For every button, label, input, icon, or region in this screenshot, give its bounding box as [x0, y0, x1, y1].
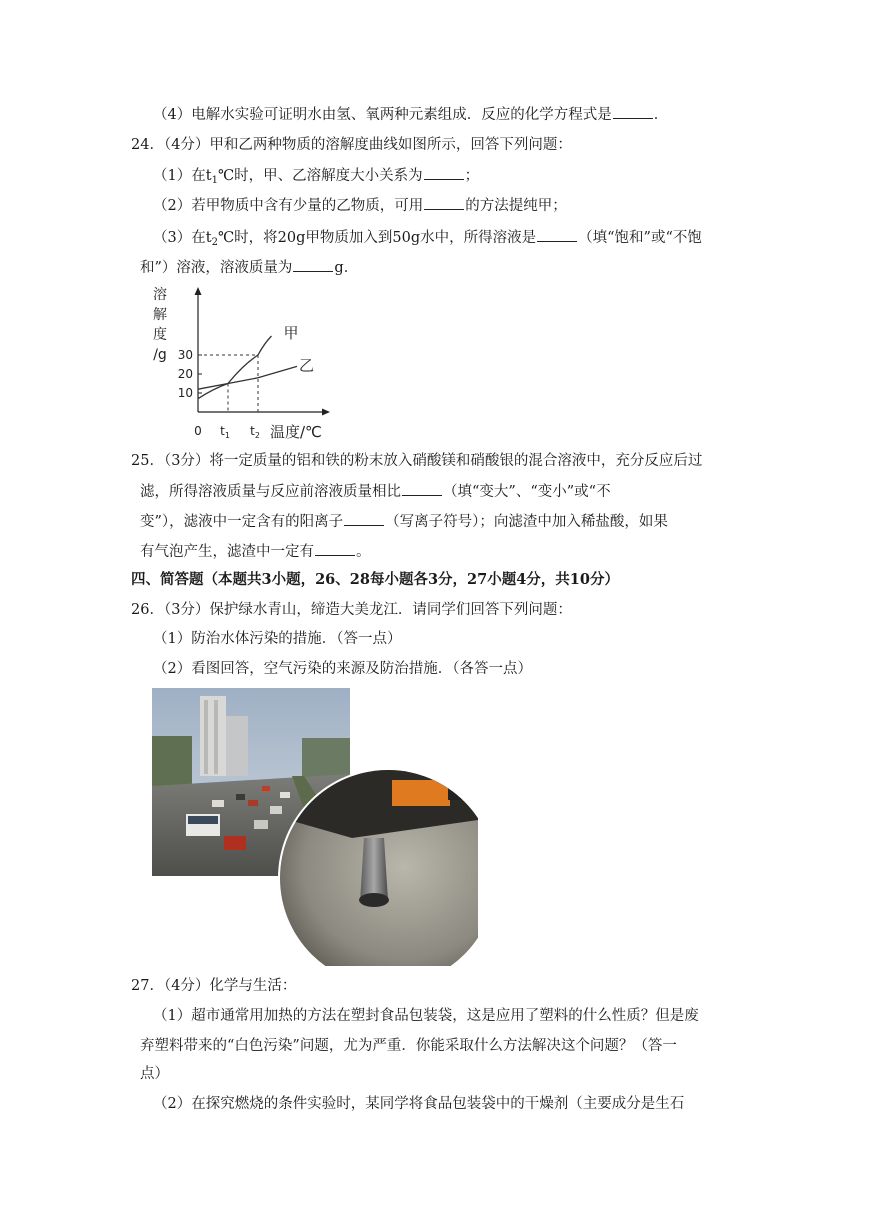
q24-part1: （1）在$t_1℃$时，甲、乙溶解度大小关系为 ； [153, 165, 479, 191]
q24-part3: （3）在$t_2℃$时，将20g甲物质加入到50g水中，所得溶液是 （填“饱和”或“不饱 [153, 227, 702, 253]
series-label: 甲 [283, 324, 299, 342]
q27-part1-line3: 点） [140, 1066, 169, 1082]
answer-blank[interactable] [424, 165, 464, 180]
answer-blank[interactable] [537, 227, 577, 242]
solubility-chart [140, 282, 340, 452]
chart-axes [195, 287, 331, 416]
x-tick-label: $t_2$ [250, 424, 260, 440]
answer-blank[interactable] [315, 541, 355, 556]
q25-line3: 变”），滤液中一定含有的阳离子 （写离子符号）；向滤渣中加入稀盐酸，如果 [140, 511, 668, 532]
q25-line1: 25．（3分）将一定质量的铝和铁的粉末放入硝酸镁和硝酸银的混合溶液中，充分反应后过 [131, 453, 703, 469]
y-axis-arrow [195, 287, 202, 295]
q25-line2: 滤，所得溶液质量与反应前溶液质量相比 （填“变大”、“变小”或“不 [140, 481, 611, 502]
x-tick-label: $t_1$ [220, 424, 230, 440]
y-axis-label: 度 [153, 327, 167, 343]
y-tick-label: 20 [177, 367, 193, 381]
air-pollution-photo [152, 688, 478, 966]
q23-part4: （4）电解水实验可证明水由氢、氧两种元素组成．反应的化学方程式是 ． [153, 104, 668, 125]
answer-blank[interactable] [344, 511, 384, 526]
y-tick-label: 10 [177, 386, 193, 400]
q24-part3-cont: 和”）溶液，溶液质量为 g． [140, 257, 358, 278]
chart-labels [153, 286, 322, 441]
y-axis-label: /g [153, 347, 167, 363]
x-axis-label: 温度/℃ [270, 423, 322, 441]
y-tick-label: 30 [177, 348, 193, 362]
answer-blank[interactable] [293, 257, 333, 272]
q24-heading: 24．（4分）甲和乙两种物质的溶解度曲线如图所示，回答下列问题： [131, 137, 572, 153]
y-axis-label: 解 [153, 307, 167, 323]
origin-label: 0 [194, 424, 202, 438]
series-label: 乙 [299, 356, 315, 375]
series-curve-2 [198, 366, 297, 389]
q25-line4: 有气泡产生，滤渣中一定有 。 [140, 541, 371, 562]
q26-part1: （1）防治水体污染的措施．（答一点） [153, 631, 402, 647]
x-axis-arrow [322, 409, 330, 416]
answer-blank[interactable] [424, 195, 464, 210]
q27-heading: 27．（4分）化学与生活： [131, 978, 297, 994]
series-curve-1 [198, 336, 272, 399]
q26-part2: （2）看图回答，空气污染的来源及防治措施．（各答一点） [153, 661, 532, 677]
q26-heading: 26．（3分）保护绿水青山，缔造大美龙江．请同学们回答下列问题： [131, 602, 572, 618]
q27-part1-line1: （1）超市通常用加热的方法在塑封食品包装袋，这是应用了塑料的什么性质？但是废 [153, 1008, 699, 1024]
q27-part2-line1: （2）在探究燃烧的条件实验时，某同学将食品包装袋中的干燥剂（主要成分是生石 [153, 1096, 685, 1112]
q27-part1-line2: 弃塑料带来的“白色污染”问题，尤为严重．你能采取什么方法解决这个问题？（答一 [140, 1038, 677, 1054]
section-heading: 四、简答题（本题共3小题，26、28每小题各3分，27小题4分，共10分） [131, 571, 619, 588]
q24-part2: （2）若甲物质中含有少量的乙物质，可用 的方法提纯甲； [153, 195, 567, 216]
answer-blank[interactable] [613, 104, 653, 119]
chart-curves [198, 336, 297, 399]
y-axis-label: 溶 [153, 287, 167, 303]
answer-blank[interactable] [402, 481, 442, 496]
